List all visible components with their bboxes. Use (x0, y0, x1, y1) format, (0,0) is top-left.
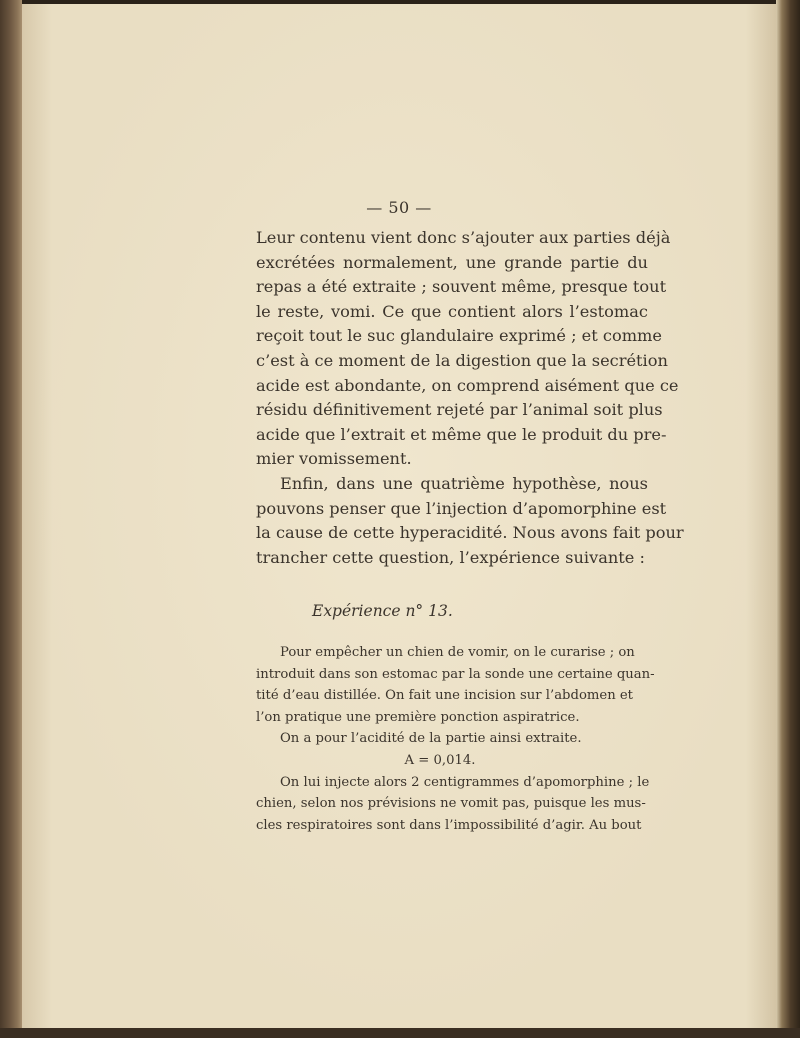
experiment-paragraph-1-line: introduit dans son estomac par la sonde une certaine quan- (256, 666, 655, 682)
experiment-paragraph-3-line: chien, selon nos prévisions ne vomit pas, puisque les mus- (256, 796, 646, 812)
scan-bottom-edge (0, 1028, 800, 1038)
book-page (22, 4, 776, 1028)
paragraph-2 (256, 472, 684, 570)
page-number: — 50 — (366, 198, 432, 217)
paragraph-1-line: acide que l’extrait et même que le produit du pre- (256, 424, 667, 444)
experiment-paragraph-2: On a pour l’acidité de la partie ainsi extraite. (280, 731, 582, 747)
acidity-formula: A = 0,014. (404, 752, 476, 768)
paragraph-1-line: mier vomissement. (256, 449, 412, 469)
experiment-paragraph-1 (256, 642, 655, 836)
paragraph-1-line: le reste, vomi. Ce que contient alors l’estomac (256, 301, 648, 321)
experiment-paragraph-1-line: Pour empêcher un chien de vomir, on le curarise ; on (280, 645, 635, 660)
experiment-heading: Expérience n° 13. (312, 602, 453, 620)
paragraph-2-line: Enfin, dans une quatrième hypothèse, nous (280, 474, 648, 493)
experiment-paragraph-3-line: On lui injecte alors 2 centigrammes d’apomorphine ; le (280, 774, 650, 790)
book-binding-left (0, 0, 22, 1038)
experiment-paragraph-3-line: cles respiratoires sont dans l’impossibilité d’agir. Au bout (256, 817, 642, 833)
paragraph-2-line: pouvons penser que l’injection d’apomorphine est (256, 498, 667, 518)
paragraph-1-line: Leur contenu vient donc s’ajouter aux parties déjà (256, 228, 671, 247)
experiment-paragraph-1-line: tité d’eau distillée. On fait une incision sur l’abdomen et (256, 688, 633, 704)
paragraph-1 (256, 226, 679, 472)
paragraph-1-line: c’est à ce moment de la digestion que la secrétion (256, 350, 668, 370)
paragraph-1-line: résidu définitivement rejeté par l’animal soit plus (256, 400, 663, 420)
experiment-paragraph-1-line: l’on pratique une première ponction aspiratrice. (256, 709, 580, 725)
paragraph-1-line: repas a été extraite ; souvent même, presque tout (256, 277, 667, 297)
paragraph-1-line: reçoit tout le suc glandulaire exprimé ; et comme (256, 326, 662, 346)
paragraph-1-line: acide est abondante, on comprend aisément que ce (256, 375, 679, 395)
paragraph-2-line: trancher cette question, l’expérience suivante : (256, 547, 645, 567)
book-binding-right (776, 0, 800, 1038)
paragraph-2-line: la cause de cette hyperacidité. Nous avons fait pour (256, 523, 684, 543)
paragraph-1-line: excrétées normalement, une grande partie du (256, 252, 648, 272)
